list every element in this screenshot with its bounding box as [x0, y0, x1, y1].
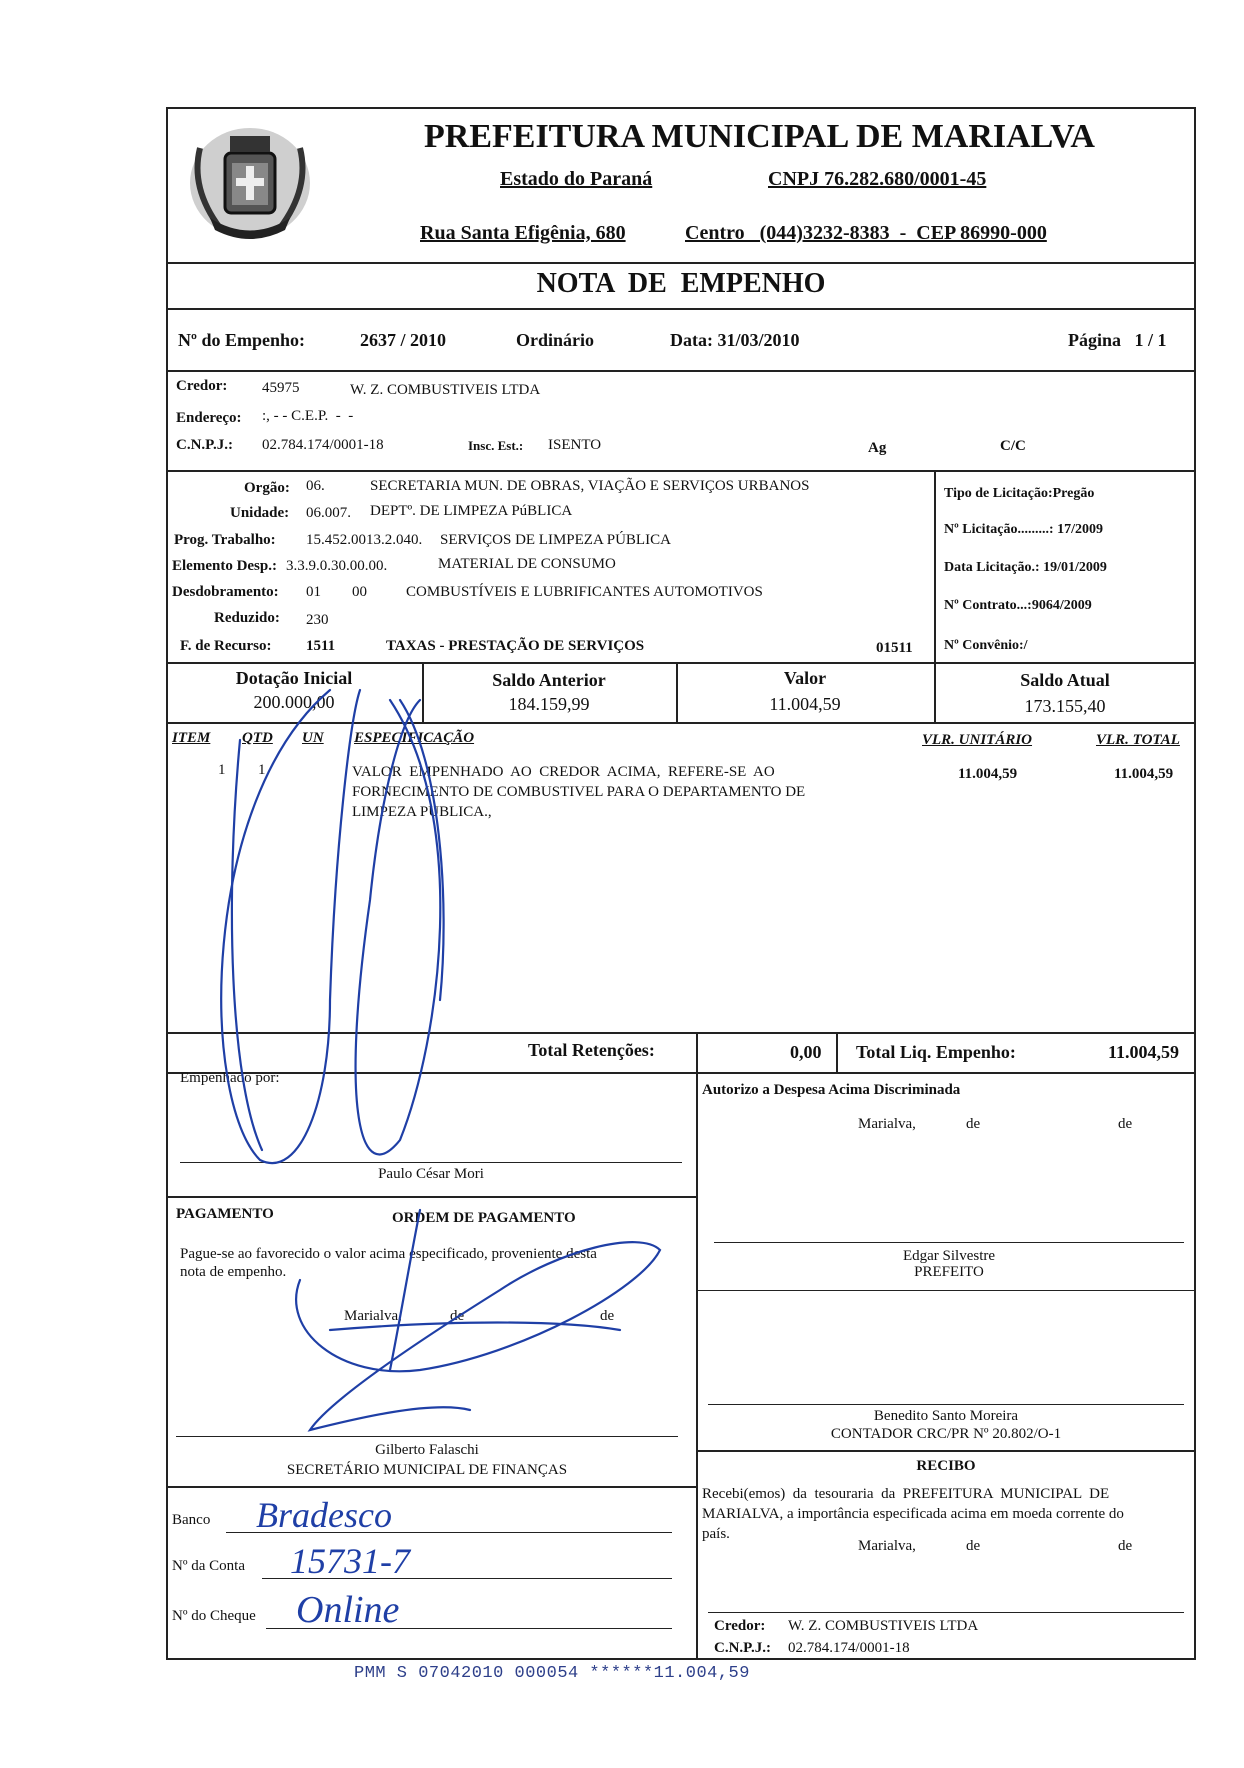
unidade-code: 06.007.: [306, 505, 351, 521]
licitacao-tipo: Tipo de Licitação:Pregão: [944, 486, 1095, 501]
saldo-anterior-label: Saldo Anterior: [492, 670, 606, 690]
recibo-de2: de: [1118, 1538, 1133, 1554]
recurso-desc: TAXAS - PRESTAÇÃO DE SERVIÇOS: [386, 638, 645, 654]
reduzido-label: Reduzido:: [214, 610, 280, 626]
recibo-title: RECIBO: [916, 1458, 976, 1474]
empenho-number: 2637 / 2010: [360, 330, 447, 350]
pagamento-label: PAGAMENTO: [176, 1206, 274, 1222]
recibo-credor-label: Credor:: [714, 1618, 766, 1634]
pagamento-text1: Pague-se ao favorecido o valor acima especificado, proveniente desta: [180, 1246, 597, 1262]
conta-handwritten: 15731-7: [290, 1541, 410, 1581]
conta-label: Nº da Conta: [172, 1558, 245, 1574]
credor-code: 45975: [262, 380, 300, 396]
col-vlr-unit: VLR. UNITÁRIO: [922, 732, 1033, 748]
licitacao-numero: Nº Licitação.........: 17/2009: [944, 522, 1103, 537]
credor-name: W. Z. COMBUSTIVEIS LTDA: [350, 382, 541, 398]
valor-value: 11.004,59: [769, 694, 841, 714]
col-vlr-total: VLR. TOTAL: [1096, 732, 1180, 748]
cc-label: C/C: [1000, 438, 1026, 454]
desd-label: Desdobramento:: [172, 584, 279, 600]
insc-value: ISENTO: [548, 437, 602, 453]
banco-label: Banco: [172, 1512, 211, 1528]
pagamento-place: Marialva,: [344, 1308, 402, 1324]
col-espec: ESPECIFICAÇÃO: [354, 730, 475, 746]
contador-name: Benedito Santo Moreira: [873, 1408, 1019, 1424]
desd-desc: COMBUSTÍVEIS E LUBRIFICANTES AUTOMOTIVOS: [406, 584, 763, 600]
orgao-label: Orgão:: [244, 480, 290, 496]
cnpj-header: CNPJ 76.282.680/0001-45: [768, 168, 987, 190]
item-number: 1: [218, 762, 226, 778]
saldo-atual-value: 173.155,40: [1024, 696, 1106, 716]
total-retencoes-value: 0,00: [790, 1042, 822, 1062]
empenho-date: Data: 31/03/2010: [670, 330, 800, 350]
prog-label: Prog. Trabalho:: [174, 532, 276, 548]
autorizo-title: Autorizo a Despesa Acima Discriminada: [702, 1082, 961, 1098]
unidade-desc: DEPTº. DE LIMPEZA PúBLICA: [370, 503, 573, 519]
dotacao-label: Dotação Inicial: [235, 668, 353, 688]
reduzido-value: 230: [306, 612, 329, 628]
elem-code: 3.3.9.0.30.00.00.: [286, 558, 388, 574]
recurso-label: F. de Recurso:: [180, 638, 272, 654]
recibo-cnpj-label: C.N.P.J.:: [714, 1640, 771, 1656]
elem-label: Elemento Desp.:: [172, 558, 277, 574]
unidade-label: Unidade:: [230, 505, 290, 521]
insc-label: Insc. Est.:: [468, 438, 524, 453]
credor-label: Credor:: [176, 378, 228, 394]
item-qtd: 1: [258, 762, 266, 778]
total-liq-value: 11.004,59: [1108, 1042, 1180, 1062]
item-desc-line3: LIMPEZA PUBLICA.,: [352, 804, 492, 820]
cheque-handwritten: Online: [296, 1589, 400, 1631]
autorizo-de2: de: [1118, 1116, 1133, 1132]
item-vlr-total: 11.004,59: [1114, 766, 1174, 782]
recurso-code2: 01511: [876, 640, 913, 656]
pagamento-de2: de: [600, 1308, 615, 1324]
licitacao-contrato: Nº Contrato...:9064/2009: [944, 598, 1092, 613]
autorizo-de1: de: [966, 1116, 981, 1132]
ag-label: Ag: [868, 440, 887, 456]
saldo-atual-label: Saldo Atual: [1020, 670, 1110, 690]
col-qtd: QTD: [242, 730, 273, 746]
contador-role: CONTADOR CRC/PR Nº 20.802/O-1: [830, 1426, 1062, 1442]
address-street: Rua Santa Efigênia, 680: [420, 222, 626, 244]
licitacao-data: Data Licitação.: 19/01/2009: [944, 560, 1107, 575]
empenho-label: Nº do Empenho:: [178, 330, 305, 350]
item-desc-line1: VALOR EMPENHADO AO CREDOR ACIMA, REFERE-SE AO: [352, 764, 775, 780]
recibo-place: Marialva,: [858, 1538, 916, 1554]
desd-code1: 01: [306, 584, 321, 600]
prog-code: 15.452.0013.2.040.: [306, 532, 423, 548]
total-liq-label: Total Liq. Empenho:: [856, 1042, 1016, 1062]
recibo-text1: Recebi(emos) da tesouraria da PREFEITURA MUNICIPAL DE: [702, 1486, 1110, 1502]
prefeito-name: Edgar Silvestre: [902, 1248, 996, 1264]
cnpj-label: C.N.P.J.:: [176, 437, 233, 453]
empenhado-name: Paulo César Mori: [378, 1166, 484, 1182]
orgao-desc: SECRETARIA MUN. DE OBRAS, VIAÇÃO E SERVIÇOS URBANOS: [370, 478, 810, 494]
item-vlr-unit: 11.004,59: [958, 766, 1018, 782]
prog-desc: SERVIÇOS DE LIMPEZA PÚBLICA: [440, 532, 671, 548]
prefeito-role: PREFEITO: [914, 1264, 984, 1280]
state-name: Estado do Paraná: [500, 168, 653, 190]
saldo-anterior-value: 184.159,99: [508, 694, 590, 714]
autorizo-place: Marialva,: [858, 1116, 916, 1132]
total-retencoes-label: Total Retenções:: [528, 1040, 655, 1060]
secretario-role: SECRETÁRIO MUNICIPAL DE FINANÇAS: [286, 1462, 568, 1478]
recurso-code: 1511: [306, 638, 336, 654]
valor-label: Valor: [783, 668, 827, 688]
licitacao-convenio: Nº Convênio:/: [944, 638, 1028, 653]
page-number: Página 1 / 1: [1068, 330, 1167, 350]
document-title: NOTA DE EMPENHO: [536, 268, 826, 299]
recibo-cnpj-value: 02.784.174/0001-18: [788, 1640, 910, 1656]
municipality-title: PREFEITURA MUNICIPAL DE MARIALVA: [424, 118, 1095, 155]
recibo-credor-value: W. Z. COMBUSTIVEIS LTDA: [788, 1618, 979, 1634]
recibo-text3: país.: [702, 1526, 730, 1542]
address-contact: Centro (044)3232-8383 - CEP 86990-000: [685, 222, 1047, 244]
dotacao-value: 200.000,00: [253, 692, 335, 712]
pagamento-de1: de: [450, 1308, 465, 1324]
empenho-type: Ordinário: [516, 330, 595, 350]
orgao-code: 06.: [306, 478, 325, 494]
cnpj-value: 02.784.174/0001-18: [262, 437, 384, 453]
col-un: UN: [302, 730, 324, 746]
secretario-name: Gilberto Falaschi: [375, 1442, 479, 1458]
col-item: ITEM: [172, 730, 211, 746]
endereco-label: Endereço:: [176, 410, 242, 426]
ordem-pagamento: ORDEM DE PAGAMENTO: [392, 1210, 576, 1226]
endereco-value: :, - - C.E.P. - -: [262, 408, 354, 424]
item-desc-line2: FORNECIMENTO DE COMBUSTIVEL PARA O DEPARTAMENTO DE: [352, 784, 806, 800]
payment-stamp: PMM S 07042010 000054 ******11.004,59: [354, 1664, 750, 1683]
desd-code2: 00: [352, 584, 367, 600]
recibo-text2: MARIALVA, a importância especificada acima em moeda corrente do: [702, 1506, 1124, 1522]
cheque-label: Nº do Cheque: [172, 1608, 256, 1624]
pagamento-text2: nota de empenho.: [180, 1264, 287, 1280]
elem-desc: MATERIAL DE CONSUMO: [438, 556, 616, 572]
empenhado-label: Empenhado por:: [180, 1070, 280, 1086]
banco-handwritten: Bradesco: [256, 1495, 392, 1535]
recibo-de1: de: [966, 1538, 981, 1554]
